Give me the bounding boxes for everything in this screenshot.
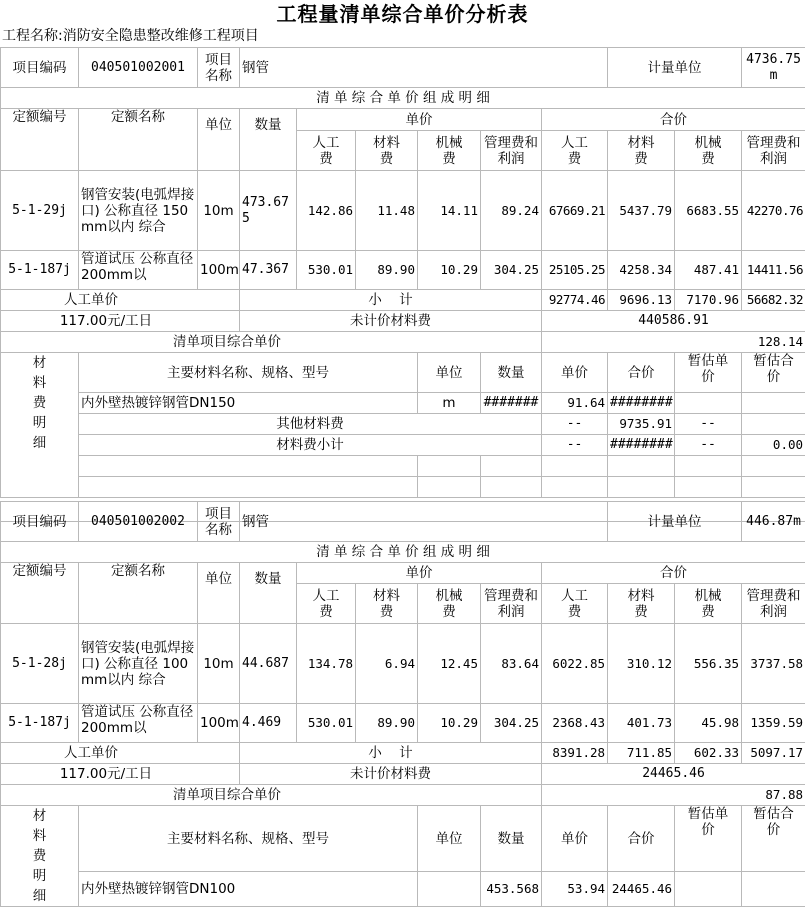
main-material-header: 主要材料名称、规格、型号 bbox=[79, 353, 418, 393]
est-total-header: 暂估合价 bbox=[742, 806, 805, 872]
total-material[interactable]: 5437.79 bbox=[608, 171, 675, 251]
est-total-header: 暂估合价 bbox=[742, 353, 805, 393]
quota-name[interactable]: 钢管安装(电弧焊接口) 公称直径 150mm以内 综合 bbox=[79, 171, 198, 251]
price-mgmt[interactable]: 89.24 bbox=[481, 171, 542, 251]
total-price-header: 合价 bbox=[542, 563, 805, 584]
price-machine[interactable]: 14.11 bbox=[418, 171, 481, 251]
empty-cell[interactable] bbox=[542, 456, 608, 477]
price-mgmt[interactable]: 304.25 bbox=[481, 704, 542, 743]
total-mgmt[interactable]: 14411.56 bbox=[742, 251, 805, 290]
quota-code[interactable]: 5-1-29j bbox=[1, 171, 79, 251]
unit-header: 单位 bbox=[198, 109, 240, 171]
other-material-total[interactable]: 9735.91 bbox=[608, 414, 675, 435]
empty-cell[interactable] bbox=[481, 477, 542, 498]
measure-unit-value[interactable]: 446.87m bbox=[742, 502, 805, 542]
material-subtotal-est-total[interactable]: 0.00 bbox=[742, 435, 805, 456]
labor-rate[interactable]: 117.00元/工日 bbox=[1, 764, 240, 785]
price-machine[interactable]: 10.29 bbox=[418, 251, 481, 290]
quota-row bbox=[1, 251, 805, 290]
subtotal-labor[interactable]: 8391.28 bbox=[542, 743, 608, 764]
quota-unit[interactable]: 10m bbox=[198, 624, 240, 704]
material-est-total[interactable] bbox=[742, 872, 805, 907]
mat-price-header: 单价 bbox=[542, 353, 608, 393]
material-total[interactable]: ######## bbox=[608, 393, 675, 414]
total-material[interactable]: 310.12 bbox=[608, 624, 675, 704]
material-detail-label: 材料费明细 bbox=[1, 806, 79, 907]
subtotal-mgmt[interactable]: 56682.32 bbox=[742, 290, 805, 311]
quota-code[interactable]: 5-1-187j bbox=[1, 251, 79, 290]
total-machine[interactable]: 45.98 bbox=[675, 704, 742, 743]
total-mgmt[interactable]: 42270.76 bbox=[742, 171, 805, 251]
unpriced-material-value[interactable]: 440586.91 bbox=[542, 311, 805, 332]
quota-name[interactable]: 钢管安装(电弧焊接口) 公称直径 100mm以内 综合 bbox=[79, 624, 198, 704]
mat-unit-header: 单位 bbox=[418, 353, 481, 393]
material-est-price[interactable] bbox=[675, 872, 742, 907]
price-material[interactable]: 89.90 bbox=[356, 704, 418, 743]
price-material[interactable]: 6.94 bbox=[356, 624, 418, 704]
price-labor[interactable]: 530.01 bbox=[297, 704, 356, 743]
quota-code[interactable]: 5-1-28j bbox=[1, 624, 79, 704]
unit-labor-header: 人工费 bbox=[297, 131, 356, 171]
subtotal-machine[interactable]: 602.33 bbox=[675, 743, 742, 764]
unit-material-header: 材料费 bbox=[356, 131, 418, 171]
unpriced-material-label: 未计价材料费 bbox=[240, 311, 542, 332]
price-mgmt[interactable]: 83.64 bbox=[481, 624, 542, 704]
est-price-header: 暂估单价 bbox=[675, 806, 742, 872]
total-labor[interactable]: 2368.43 bbox=[542, 704, 608, 743]
price-mgmt[interactable]: 304.25 bbox=[481, 251, 542, 290]
material-detail-label: 材料费明细 bbox=[1, 353, 79, 498]
total-material[interactable]: 401.73 bbox=[608, 704, 675, 743]
material-subtotal-total[interactable]: ######## bbox=[608, 435, 675, 456]
subtotal-mgmt[interactable]: 5097.17 bbox=[742, 743, 805, 764]
material-name[interactable]: 内外壁热镀锌钢管DN150 bbox=[79, 393, 418, 414]
price-labor[interactable]: 530.01 bbox=[297, 251, 356, 290]
material-row bbox=[1, 393, 805, 414]
material-qty[interactable]: ####### bbox=[481, 393, 542, 414]
quota-unit[interactable]: 10m bbox=[198, 171, 240, 251]
quantity-header: 数量 bbox=[240, 563, 297, 624]
main-material-header: 主要材料名称、规格、型号 bbox=[79, 806, 418, 872]
measure-qty: 4736.75 bbox=[746, 52, 801, 67]
quota-name-header: 定额名称 bbox=[79, 109, 198, 171]
material-unit[interactable]: m bbox=[418, 393, 481, 414]
material-subtotal-price[interactable]: -- bbox=[542, 435, 608, 456]
composite-price-value[interactable]: 128.14 bbox=[542, 332, 805, 353]
quota-name[interactable]: 管道试压 公称直径 200mm以 bbox=[79, 704, 198, 743]
measure-unit-label: 计量单位 bbox=[608, 502, 742, 542]
unit-mgmt-header: 管理费和利润 bbox=[481, 131, 542, 171]
quota-code-header: 定额编号 bbox=[1, 563, 79, 624]
empty-cell[interactable] bbox=[79, 456, 418, 477]
material-price[interactable]: 91.64 bbox=[542, 393, 608, 414]
item-name-value[interactable]: 钢管 bbox=[240, 502, 608, 542]
price-machine[interactable]: 12.45 bbox=[418, 624, 481, 704]
unpriced-material-value[interactable]: 24465.46 bbox=[542, 764, 805, 785]
quota-row bbox=[1, 624, 805, 704]
total-material-header: 材料费 bbox=[608, 131, 675, 171]
item-name-value[interactable]: 钢管 bbox=[240, 48, 608, 88]
mat-total-header: 合价 bbox=[608, 806, 675, 872]
item-name-label: 项目名称 bbox=[198, 502, 240, 542]
total-mgmt-header: 管理费和利润 bbox=[742, 131, 805, 171]
material-subtotal-label: 材料费小计 bbox=[79, 435, 542, 456]
quota-qty[interactable]: 44.687 bbox=[240, 624, 297, 704]
material-row bbox=[1, 872, 805, 907]
labor-unit-price-label: 人工单价 bbox=[1, 743, 240, 764]
quota-name-header: 定额名称 bbox=[79, 563, 198, 624]
measure-unit: m bbox=[770, 68, 778, 83]
total-machine[interactable]: 556.35 bbox=[675, 624, 742, 704]
material-est-price[interactable] bbox=[675, 393, 742, 414]
total-machine[interactable]: 6683.55 bbox=[675, 171, 742, 251]
material-subtotal-est-price[interactable]: -- bbox=[675, 435, 742, 456]
item-code-value[interactable]: 040501002001 bbox=[79, 48, 198, 88]
total-mgmt-header: 管理费和利润 bbox=[742, 584, 805, 624]
material-total[interactable]: 24465.46 bbox=[608, 872, 675, 907]
price-material[interactable]: 89.90 bbox=[356, 251, 418, 290]
project-name-line: 工程名称:消防安全隐患整改维修工程项目 bbox=[2, 27, 259, 46]
total-material-header: 材料费 bbox=[608, 584, 675, 624]
empty-cell[interactable] bbox=[481, 456, 542, 477]
composite-price-value[interactable]: 87.88 bbox=[542, 785, 805, 806]
quota-unit[interactable]: 100m bbox=[198, 704, 240, 743]
total-machine-header: 机械费 bbox=[675, 584, 742, 624]
material-price[interactable]: 53.94 bbox=[542, 872, 608, 907]
empty-cell[interactable] bbox=[742, 456, 805, 477]
quota-name[interactable]: 管道试压 公称直径 200mm以 bbox=[79, 251, 198, 290]
unit-machine-header: 机械费 bbox=[418, 584, 481, 624]
total-machine-header: 机械费 bbox=[675, 131, 742, 171]
est-price-header: 暂估单价 bbox=[675, 353, 742, 393]
subtotal-material[interactable]: 9696.13 bbox=[608, 290, 675, 311]
empty-cell[interactable] bbox=[608, 477, 675, 498]
other-material-est-price[interactable]: -- bbox=[675, 414, 742, 435]
material-name[interactable]: 内外壁热镀锌钢管DN100 bbox=[79, 872, 418, 907]
unit-mgmt-header: 管理费和利润 bbox=[481, 584, 542, 624]
analysis-block-2 bbox=[0, 501, 805, 907]
material-est-total[interactable] bbox=[742, 393, 805, 414]
unit-header: 单位 bbox=[198, 563, 240, 624]
empty-cell[interactable] bbox=[675, 477, 742, 498]
quota-qty[interactable]: 4.469 bbox=[240, 704, 297, 743]
subtotal-label: 小 计 bbox=[240, 290, 542, 311]
total-labor-header: 人工费 bbox=[542, 131, 608, 171]
total-material[interactable]: 4258.34 bbox=[608, 251, 675, 290]
other-material-price[interactable]: -- bbox=[542, 414, 608, 435]
composite-price-label: 清单项目综合单价 bbox=[1, 332, 542, 353]
quantity-header: 数量 bbox=[240, 109, 297, 171]
measure-unit-value[interactable] bbox=[742, 48, 805, 88]
price-labor[interactable]: 134.78 bbox=[297, 624, 356, 704]
section-title: 清 单 综 合 单 价 组 成 明 细 bbox=[1, 88, 805, 109]
item-code-label: 项目编码 bbox=[1, 502, 79, 542]
total-labor[interactable]: 25105.25 bbox=[542, 251, 608, 290]
total-labor[interactable]: 67669.21 bbox=[542, 171, 608, 251]
quota-code-header: 定额编号 bbox=[1, 109, 79, 171]
unit-machine-header: 机械费 bbox=[418, 131, 481, 171]
labor-rate[interactable]: 117.00元/工日 bbox=[1, 311, 240, 332]
mat-price-header: 单价 bbox=[542, 806, 608, 872]
total-price-header: 合价 bbox=[542, 109, 805, 131]
total-machine[interactable]: 487.41 bbox=[675, 251, 742, 290]
total-labor-header: 人工费 bbox=[542, 584, 608, 624]
mat-qty-header: 数量 bbox=[481, 353, 542, 393]
subtotal-material[interactable]: 711.85 bbox=[608, 743, 675, 764]
item-code-label: 项目编码 bbox=[1, 48, 79, 88]
other-material-est-total[interactable] bbox=[742, 414, 805, 435]
total-mgmt[interactable]: 1359.59 bbox=[742, 704, 805, 743]
quota-row bbox=[1, 704, 805, 743]
labor-unit-price-label: 人工单价 bbox=[1, 290, 240, 311]
quota-qty[interactable]: 473.675 bbox=[240, 171, 297, 251]
empty-cell[interactable] bbox=[608, 456, 675, 477]
price-labor[interactable]: 142.86 bbox=[297, 171, 356, 251]
empty-cell[interactable] bbox=[418, 477, 481, 498]
total-mgmt[interactable]: 3737.58 bbox=[742, 624, 805, 704]
unit-price-header: 单价 bbox=[297, 563, 542, 584]
composite-price-label: 清单项目综合单价 bbox=[1, 785, 542, 806]
quota-row bbox=[1, 171, 805, 251]
empty-cell[interactable] bbox=[418, 456, 481, 477]
price-material[interactable]: 11.48 bbox=[356, 171, 418, 251]
measure-unit-label: 计量单位 bbox=[608, 48, 742, 88]
mat-qty-header: 数量 bbox=[481, 806, 542, 872]
subtotal-machine[interactable]: 7170.96 bbox=[675, 290, 742, 311]
section-title: 清 单 综 合 单 价 组 成 明 细 bbox=[1, 542, 805, 563]
unit-material-header: 材料费 bbox=[356, 584, 418, 624]
analysis-block-1 bbox=[0, 47, 805, 522]
empty-cell[interactable] bbox=[675, 456, 742, 477]
item-code-value[interactable]: 040501002002 bbox=[79, 502, 198, 542]
unit-price-header: 单价 bbox=[297, 109, 542, 131]
material-qty[interactable]: 453.568 bbox=[481, 872, 542, 907]
mat-total-header: 合价 bbox=[608, 353, 675, 393]
unit-labor-header: 人工费 bbox=[297, 584, 356, 624]
mat-unit-header: 单位 bbox=[418, 806, 481, 872]
total-labor[interactable]: 6022.85 bbox=[542, 624, 608, 704]
subtotal-label: 小 计 bbox=[240, 743, 542, 764]
quota-qty[interactable]: 47.367 bbox=[240, 251, 297, 290]
unpriced-material-label: 未计价材料费 bbox=[240, 764, 542, 785]
price-machine[interactable]: 10.29 bbox=[418, 704, 481, 743]
empty-cell[interactable] bbox=[742, 477, 805, 498]
empty-cell[interactable] bbox=[79, 477, 418, 498]
subtotal-labor[interactable]: 92774.46 bbox=[542, 290, 608, 311]
quota-code[interactable]: 5-1-187j bbox=[1, 704, 79, 743]
empty-cell[interactable] bbox=[542, 477, 608, 498]
sheet-title: 工程量清单综合单价分析表 bbox=[0, 0, 805, 26]
material-unit[interactable] bbox=[418, 872, 481, 907]
other-material-label: 其他材料费 bbox=[79, 414, 542, 435]
item-name-label: 项目名称 bbox=[198, 48, 240, 88]
quota-unit[interactable]: 100m bbox=[198, 251, 240, 290]
